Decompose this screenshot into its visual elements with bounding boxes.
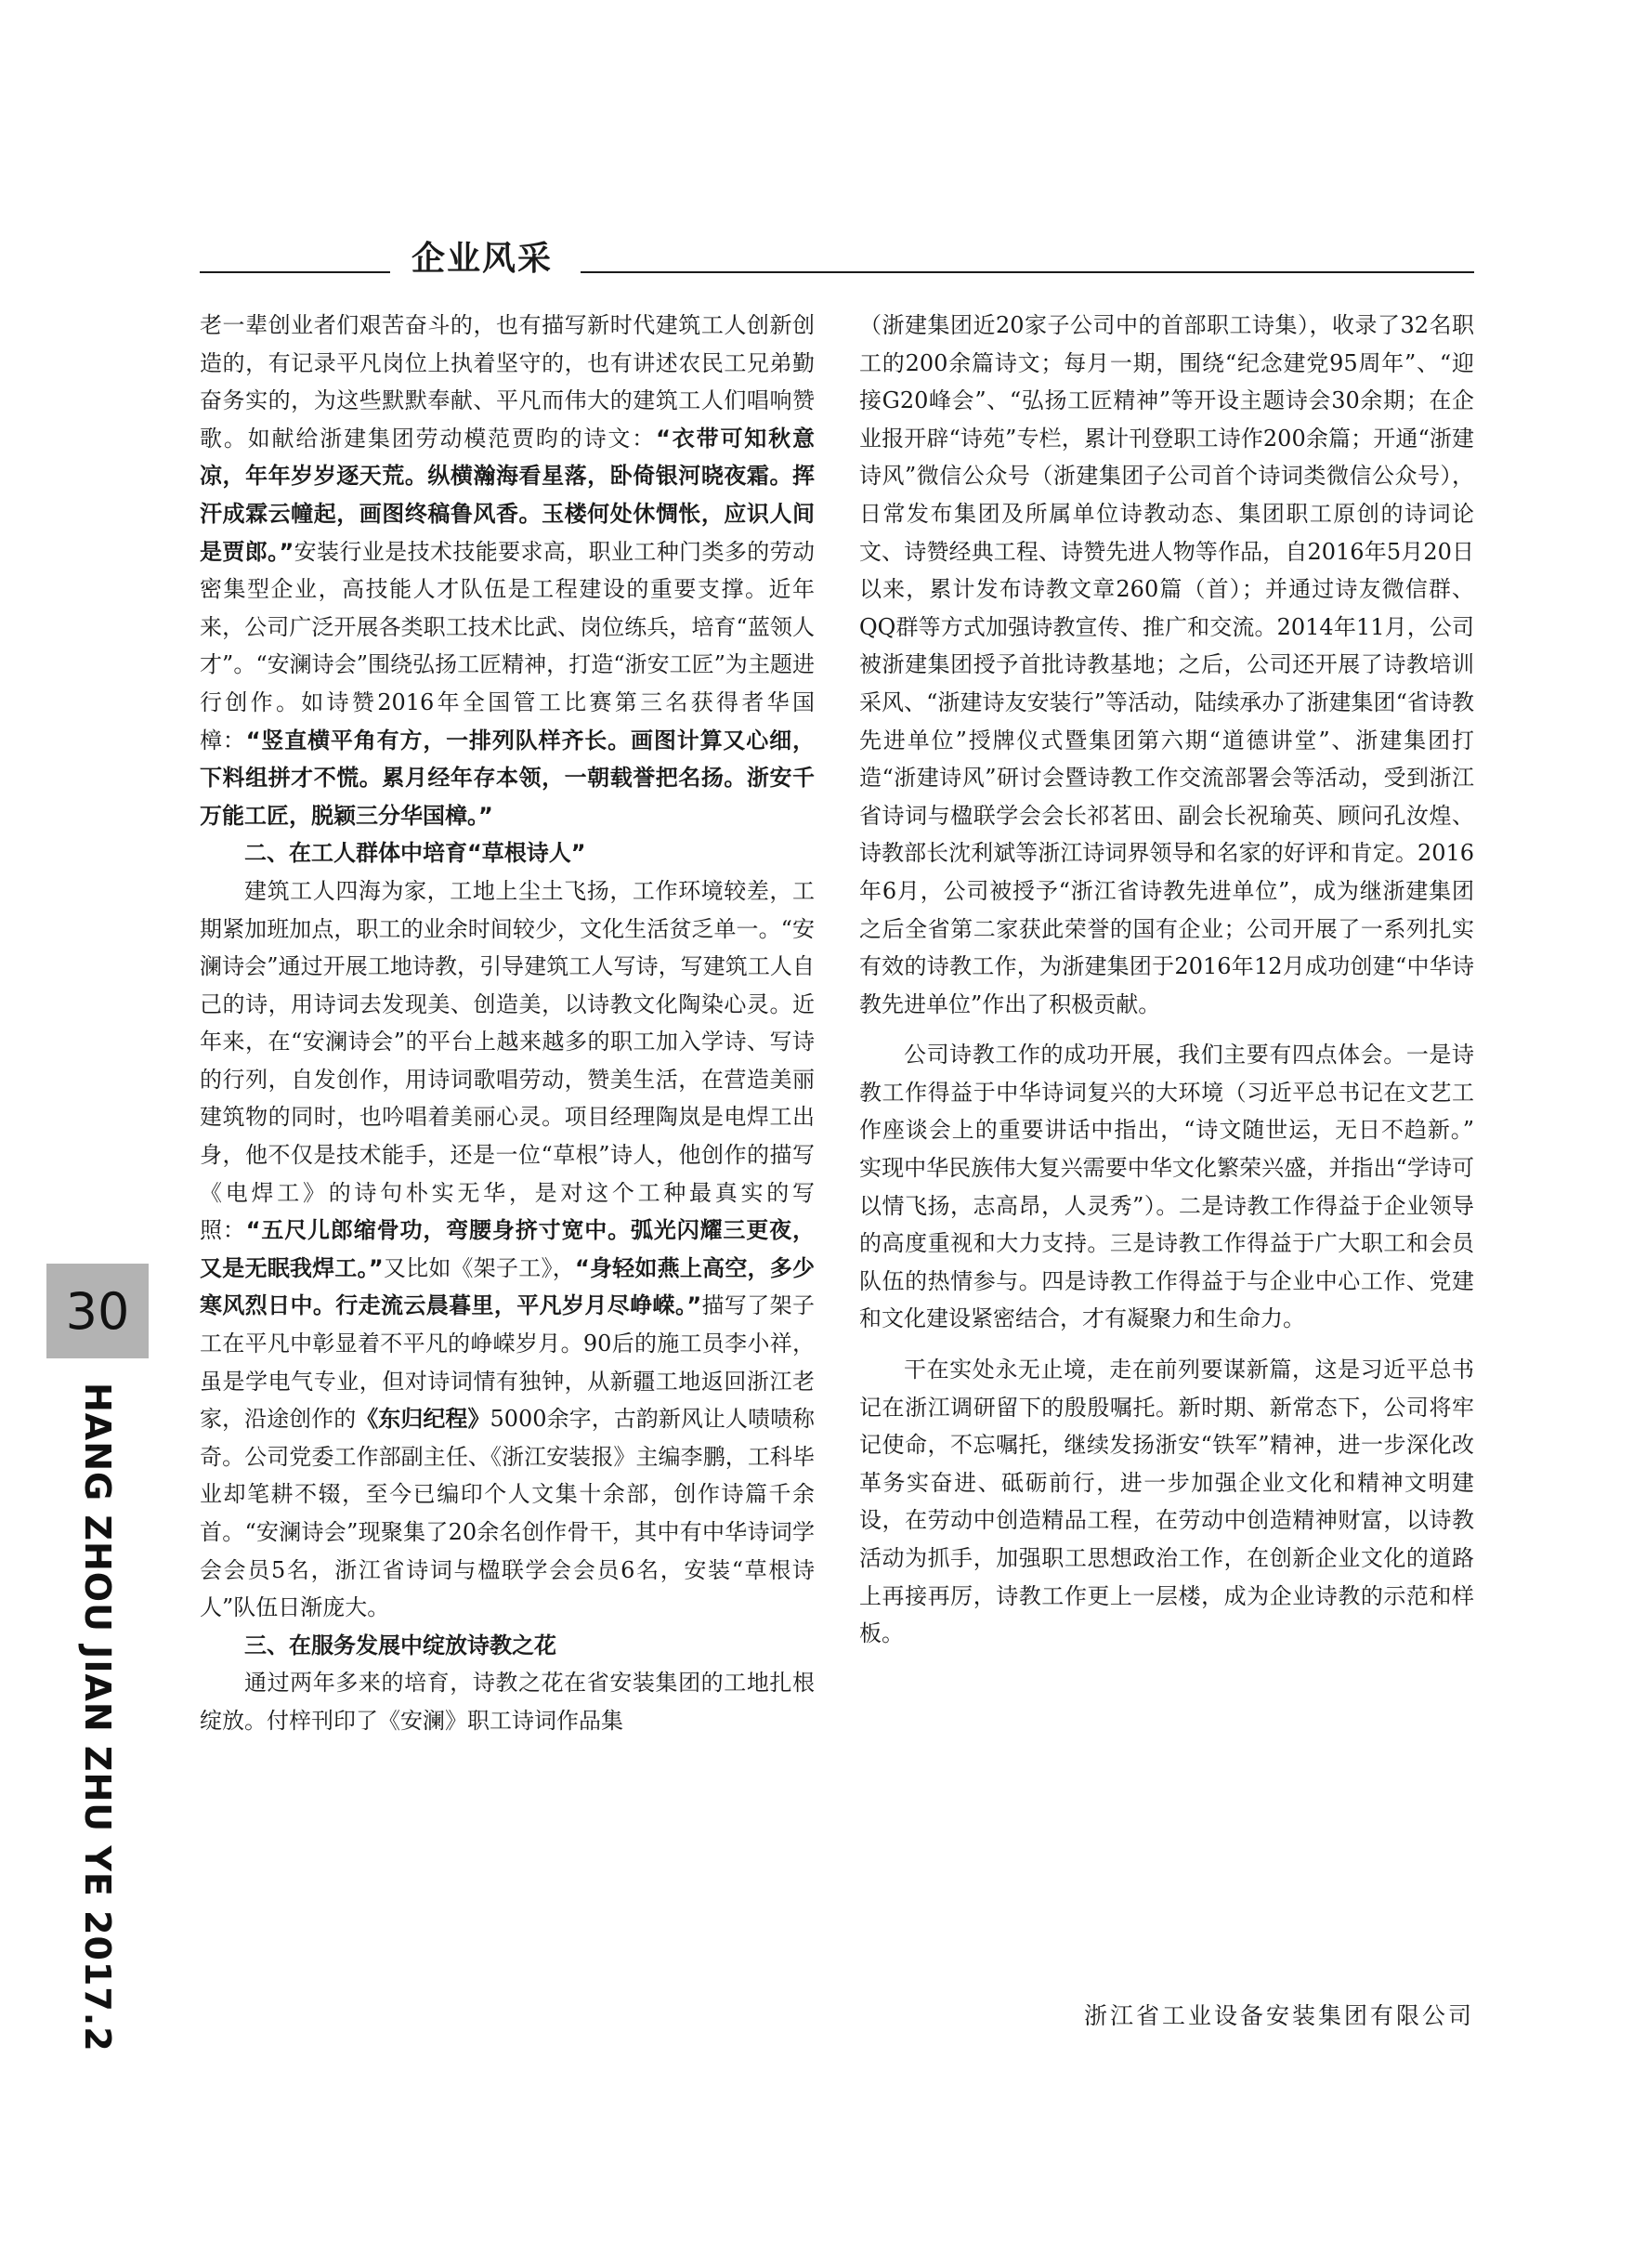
paragraph: （浙建集团近20家子公司中的首部职工诗集），收录了32名职工的200余篇诗文；每月一期，围绕“纪念建党95周年”、“迎接G20峰会”、“弘扬工匠精神”等开设主题诗会30余期；在企业报开辟“诗苑”专栏，累计刊登职工诗作200余篇；开通“浙建诗风”微信公众号（浙建集团子公司首个诗词类微信公众号），日常发布集团及所属单位诗教动态、集团职工原创的诗词论文、诗赞经典工程、诗赞先进人物等作品，自2016年5月20日以来，累计发布诗教文章260篇（首）；并通过诗友微信群、QQ群等方式加强诗教宣传、推广和交流。2014年11月，公司被浙建集团授予首批诗教基地；之后，公司还开展了诗教培训采风、“浙建诗友安装行”等活动，陆续承办了浙建集团“省诗教先进单位”授牌仪式暨集团第六期“道德讲堂”、浙建集团打造“浙建诗风”研讨会暨诗教工作交流部署会等活动，受到浙江省诗词与楹联学会会长祁茗田、副会长祝瑜英、顾问孔汝煌、诗教部长沈利斌等浙江诗词界领导和名家的好评和肯定。2016年6月，公司被授予“浙江省诗教先进单位”，成为继浙建集团之后全省第二家获此荣誉的国有企业；公司开展了一系列扎实有效的诗教工作，为浙建集团于2016年12月成功创建“中华诗教先进单位”作出了积极贡献。 [859,312,1474,1017]
page-header [200,230,1474,277]
text-run: 老一辈创业者们艰苦奋斗的，也有描写新时代建筑工人创新创造的，有记录平凡岗位上执着坚守的，也有讲述农民工兄弟勤奋务实的，为这些默默奉献、平凡而伟大的建筑工人们唱响赞歌。如献给浙建集团劳动模范贾昀的诗文： [200,312,815,452]
book-title: 《东归纪程》 [356,1406,490,1433]
section-title: 企业风采 [412,240,554,278]
author-signature: 浙江省工业设备安装集团有限公司 [1083,2002,1474,2029]
paragraph: 公司诗教工作的成功开展，我们主要有四点体会。一是诗教工作得益于中华诗词复兴的大环境（习近平总书记在文艺工作座谈会上的重要讲话中指出，“诗文随世运，无日不趋新。” 实现中华民族伟大复兴需要中华文化繁荣兴盛，并指出“学诗可以情飞扬，志高昂，人灵秀”）。二是诗教工作得益于企业领导的高度重视和大力支持。三是诗教工作得益于广大职工和会员队伍的热情参与。四是诗教工作得益于与企业中心工作、党建和文化建设紧密结合，才有凝聚力和生命力。 [859,1042,1474,1332]
quoted-poem: “衣带可知秋意凉，年年岁岁逐天荒。纵横瀚海看星落，卧倚银河晓夜霜。挥汗成霖云幢起，画图终稿鲁风香。玉楼何处休惆怅，应识人间是贾郎。” [200,425,815,565]
page-number: 30 [65,1281,130,1341]
quoted-poem: “五尺儿郎缩骨功，弯腰身挤寸宽中。弧光闪耀三更夜，又是无眠我焊工。” [200,1217,815,1281]
section-heading: 二、在工人群体中培育“草根诗人” [244,840,586,867]
text-run: 建筑工人四海为家，工地上尘土飞扬，工作环境较差，工期紧加班加点，职工的业余时间较少，文化生活贫乏单一。“安澜诗会”通过开展工地诗教，引导建筑工人写诗，写建筑工人自己的诗，用诗词去发现美、创造美，以诗教文化陶染心灵。近年来，在“安澜诗会”的平台上越来越多的职工加入学诗、写诗的行列，自发创作，用诗词歌唱劳动，赞美生活，在营造美丽建筑物的同时，也吟唱着美丽心灵。项目经理陶岚是电焊工出身，他不仅是技术能手，还是一位“草根”诗人，他创作的描写《电焊工》的诗句朴实无华，是对这个工种最真实的写照： [200,877,815,1244]
quoted-poem: “身轻如燕上高空，多少寒风烈日中。行走流云晨暮里，平凡岁月尽峥嵘。” [200,1254,816,1319]
text-run: 5000余字，古韵新风让人啧啧称奇。公司党委工作部副主任、《浙江安装报》主编李鹏，工科毕业却笔耕不辍，至今已编印个人文集十余部，创作诗篇千余首。“安澜诗会”现聚集了20余名创作骨干，其中有中华诗词学会会员5名，浙江省诗词与楹联学会会员6名，安装“草根诗人”队伍日渐庞大。 [200,1406,816,1621]
side-banner: HANG ZHOU JIAN ZHU YE 2017.2 [77,1383,118,2052]
paragraph [200,307,815,834]
paragraph: 通过两年多来的培育，诗教之花在省安装集团的工地扎根绽放。付梓刊印了《安澜》职工诗词作品集 [200,1670,815,1734]
section-heading: 三、在服务发展中绽放诗教之花 [244,1632,556,1658]
text-run: 又比如《架子工》， [383,1254,575,1281]
paragraph: 干在实处永无止境，走在前列要谋新篇，这是习近平总书记在浙江调研留下的殷殷嘱托。新时期、新常态下，公司将牢记使命，不忘嘱托，继续发扬浙安“铁军”精神，进一步深化改革务实奋进、砥砺前行，进一步加强企业文化和精神文明建设，在劳动中创造精品工程，在劳动中创造精神财富，以诗教活动为抓手，加强职工思想政治工作，在创新企业文化的道路上再接再厉，诗教工作更上一层楼，成为企业诗教的示范和样板。 [859,1357,1474,1647]
paragraph [200,872,815,1627]
quoted-poem: “竖直横平角有方，一排列队样齐长。画图计算又心细，下料组拼才不慌。累月经年存本领，一朝载誉把名扬。浙安千万能工匠，脱颖三分华国樟。” [200,727,815,829]
text-run: 描写了架子工在平凡中彰显着不平凡的峥嵘岁月。90后的施工员李小祥，虽是学电气专业，但对诗词情有独钟，从新疆工地返回浙江老家，沿途创作的 [200,1292,816,1433]
right-column [859,307,1474,1653]
left-column [200,307,815,1740]
header-rule-right [581,271,1474,273]
header-rule-left [200,271,390,273]
text-run: 安装行业是技术技能要求高，职业工种门类多的劳动密集型企业，高技能人才队伍是工程建设的重要支撑。近年来，公司广泛开展各类职工技术比武、岗位练兵，培育“蓝领人才”。“安澜诗会”围绕弘扬工匠精神，打造“浙安工匠”为主题进行创作。如诗赞2016年全国管工比赛第三名获得者华国樟： [200,538,815,754]
page-number-box [46,1264,149,1358]
